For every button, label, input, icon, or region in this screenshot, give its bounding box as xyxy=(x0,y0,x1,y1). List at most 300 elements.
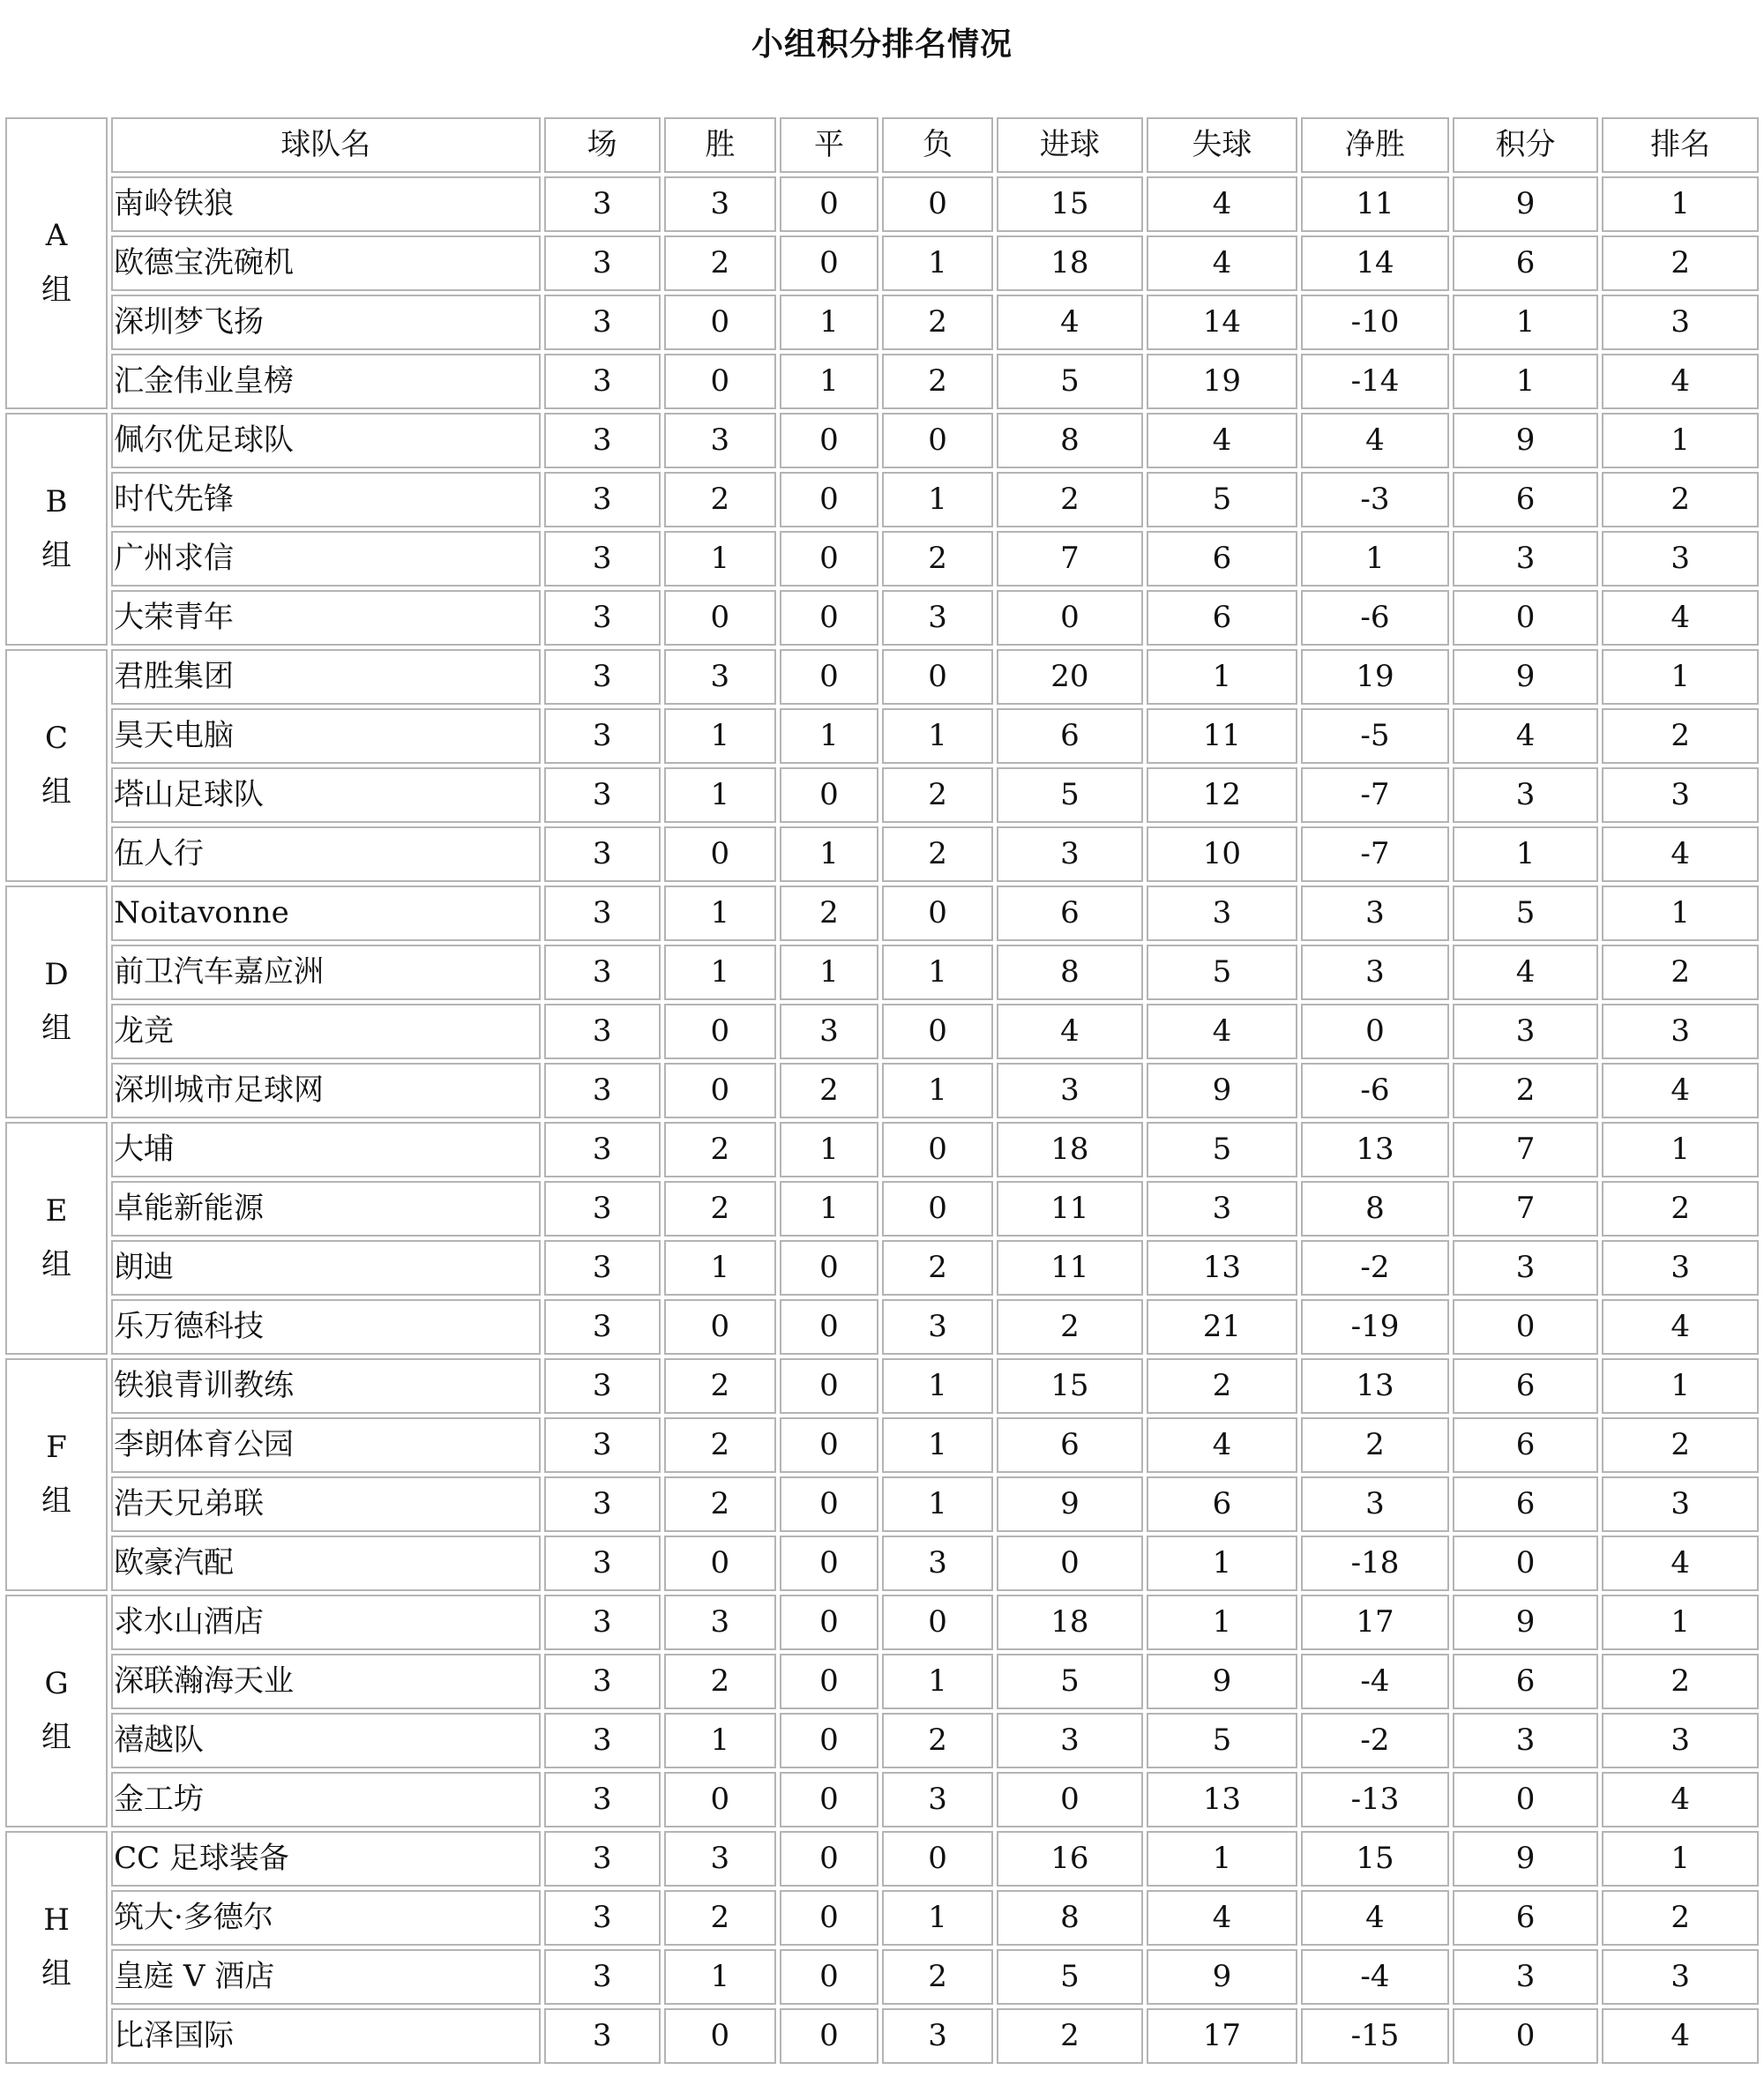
won-cell: 2 xyxy=(664,1358,776,1414)
header-cell-goals-against: 失球 xyxy=(1147,117,1298,173)
goals-against-cell: 12 xyxy=(1147,767,1298,823)
goals-against-cell: 4 xyxy=(1147,1417,1298,1473)
table-row xyxy=(5,1181,1759,1237)
played-cell: 3 xyxy=(544,826,661,882)
table-body xyxy=(5,117,1759,2064)
rank-cell: 2 xyxy=(1602,945,1759,1000)
goals-against-cell: 3 xyxy=(1147,1181,1298,1237)
played-cell: 3 xyxy=(544,1122,661,1177)
drawn-cell: 0 xyxy=(780,1713,878,1768)
goals-against-cell: 14 xyxy=(1147,295,1298,350)
lost-cell: 2 xyxy=(882,354,993,409)
table-row xyxy=(5,649,1759,705)
played-cell: 3 xyxy=(544,1595,661,1650)
goal-difference-cell: 17 xyxy=(1301,1595,1449,1650)
points-cell: 3 xyxy=(1453,1713,1599,1768)
goals-for-cell: 11 xyxy=(997,1181,1143,1237)
rank-cell: 2 xyxy=(1602,235,1759,291)
group-label xyxy=(5,117,108,409)
goal-difference-cell: 4 xyxy=(1301,413,1449,468)
points-cell: 6 xyxy=(1453,235,1599,291)
team-name-cell: 皇庭 V 酒店 xyxy=(111,1949,540,2005)
lost-cell: 1 xyxy=(882,1654,993,1709)
table-row xyxy=(5,531,1759,587)
table-row xyxy=(5,1240,1759,1296)
goals-for-cell: 2 xyxy=(997,2008,1143,2064)
won-cell: 2 xyxy=(664,472,776,527)
won-cell: 0 xyxy=(664,826,776,882)
goals-for-cell: 15 xyxy=(997,1358,1143,1414)
team-name-cell: 铁狼青训教练 xyxy=(111,1358,540,1414)
drawn-cell: 0 xyxy=(780,1949,878,2005)
won-cell: 2 xyxy=(664,1476,776,1532)
team-name-cell: 君胜集团 xyxy=(111,649,540,705)
table-row xyxy=(5,767,1759,823)
group-suffix: 组 xyxy=(41,1956,72,1992)
rank-cell: 4 xyxy=(1602,354,1759,409)
table-row xyxy=(5,1949,1759,2005)
won-cell: 0 xyxy=(664,590,776,646)
table-row xyxy=(5,1299,1759,1355)
goals-for-cell: 3 xyxy=(997,826,1143,882)
lost-cell: 3 xyxy=(882,1536,993,1591)
won-cell: 0 xyxy=(664,1536,776,1591)
team-name-cell: 朗迪 xyxy=(111,1240,540,1296)
points-cell: 3 xyxy=(1453,1004,1599,1059)
points-cell: 9 xyxy=(1453,413,1599,468)
header-cell-team: 球队名 xyxy=(111,117,540,173)
team-name-cell: 金工坊 xyxy=(111,1772,540,1827)
group-label xyxy=(5,413,108,646)
group-letter: D xyxy=(44,956,69,992)
table-row xyxy=(5,1004,1759,1059)
played-cell: 3 xyxy=(544,590,661,646)
team-name-cell: 欧德宝洗碗机 xyxy=(111,235,540,291)
header-cell-lost: 负 xyxy=(882,117,993,173)
won-cell: 1 xyxy=(664,1240,776,1296)
goal-difference-cell: 0 xyxy=(1301,1004,1449,1059)
goal-difference-cell: -19 xyxy=(1301,1299,1449,1355)
drawn-cell: 0 xyxy=(780,590,878,646)
drawn-cell: 0 xyxy=(780,1299,878,1355)
rank-cell: 3 xyxy=(1602,1240,1759,1296)
team-name-cell: 乐万德科技 xyxy=(111,1299,540,1355)
goal-difference-cell: 2 xyxy=(1301,1417,1449,1473)
points-cell: 0 xyxy=(1453,590,1599,646)
goal-difference-cell: 8 xyxy=(1301,1181,1449,1237)
lost-cell: 2 xyxy=(882,1713,993,1768)
team-name-cell: 佩尔优足球队 xyxy=(111,413,540,468)
goals-for-cell: 18 xyxy=(997,1122,1143,1177)
points-cell: 1 xyxy=(1453,826,1599,882)
team-name-cell: 伍人行 xyxy=(111,826,540,882)
drawn-cell: 0 xyxy=(780,1831,878,1887)
team-name-cell: Noitavonne xyxy=(111,886,540,941)
rank-cell: 4 xyxy=(1602,2008,1759,2064)
played-cell: 3 xyxy=(544,472,661,527)
played-cell: 3 xyxy=(544,1949,661,2005)
won-cell: 1 xyxy=(664,531,776,587)
goal-difference-cell: -15 xyxy=(1301,2008,1449,2064)
played-cell: 3 xyxy=(544,945,661,1000)
drawn-cell: 0 xyxy=(780,1890,878,1946)
rank-cell: 1 xyxy=(1602,1831,1759,1887)
goal-difference-cell: -7 xyxy=(1301,826,1449,882)
team-name-cell: 深圳梦飞扬 xyxy=(111,295,540,350)
won-cell: 2 xyxy=(664,1890,776,1946)
rank-cell: 4 xyxy=(1602,826,1759,882)
lost-cell: 1 xyxy=(882,1358,993,1414)
won-cell: 2 xyxy=(664,1122,776,1177)
points-cell: 6 xyxy=(1453,1417,1599,1473)
goal-difference-cell: -3 xyxy=(1301,472,1449,527)
team-name-cell: 欧豪汽配 xyxy=(111,1536,540,1591)
rank-cell: 3 xyxy=(1602,1949,1759,2005)
lost-cell: 2 xyxy=(882,1240,993,1296)
won-cell: 3 xyxy=(664,649,776,705)
header-cell-played: 场 xyxy=(544,117,661,173)
lost-cell: 1 xyxy=(882,708,993,764)
goal-difference-cell: 1 xyxy=(1301,531,1449,587)
rank-cell: 1 xyxy=(1602,1595,1759,1650)
points-cell: 1 xyxy=(1453,295,1599,350)
played-cell: 3 xyxy=(544,708,661,764)
won-cell: 2 xyxy=(664,1417,776,1473)
drawn-cell: 1 xyxy=(780,826,878,882)
points-cell: 4 xyxy=(1453,945,1599,1000)
drawn-cell: 1 xyxy=(780,354,878,409)
goal-difference-cell: 4 xyxy=(1301,1890,1449,1946)
won-cell: 3 xyxy=(664,1595,776,1650)
goals-against-cell: 13 xyxy=(1147,1240,1298,1296)
group-suffix: 组 xyxy=(41,538,72,573)
goal-difference-cell: -10 xyxy=(1301,295,1449,350)
goals-for-cell: 2 xyxy=(997,1299,1143,1355)
group-suffix: 组 xyxy=(41,1483,72,1519)
goals-for-cell: 5 xyxy=(997,1654,1143,1709)
team-name-cell: 深圳城市足球网 xyxy=(111,1063,540,1118)
lost-cell: 0 xyxy=(882,1831,993,1887)
table-row xyxy=(5,590,1759,646)
lost-cell: 0 xyxy=(882,1004,993,1059)
lost-cell: 1 xyxy=(882,472,993,527)
lost-cell: 1 xyxy=(882,1417,993,1473)
goal-difference-cell: -13 xyxy=(1301,1772,1449,1827)
goal-difference-cell: -2 xyxy=(1301,1240,1449,1296)
played-cell: 3 xyxy=(544,1476,661,1532)
goals-against-cell: 4 xyxy=(1147,413,1298,468)
goal-difference-cell: 15 xyxy=(1301,1831,1449,1887)
drawn-cell: 3 xyxy=(780,1004,878,1059)
played-cell: 3 xyxy=(544,1772,661,1827)
points-cell: 3 xyxy=(1453,1949,1599,2005)
goals-against-cell: 1 xyxy=(1147,1536,1298,1591)
points-cell: 5 xyxy=(1453,886,1599,941)
drawn-cell: 0 xyxy=(780,472,878,527)
points-cell: 0 xyxy=(1453,1299,1599,1355)
team-name-cell: 塔山足球队 xyxy=(111,767,540,823)
goals-for-cell: 8 xyxy=(997,413,1143,468)
team-name-cell: 汇金伟业皇榜 xyxy=(111,354,540,409)
goal-difference-cell: 3 xyxy=(1301,1476,1449,1532)
group-letter: H xyxy=(43,1902,70,1938)
group-label xyxy=(5,886,108,1118)
group-suffix: 组 xyxy=(41,1247,72,1282)
drawn-cell: 0 xyxy=(780,1476,878,1532)
table-row xyxy=(5,1595,1759,1650)
group-label xyxy=(5,1122,108,1355)
group-label xyxy=(5,1595,108,1827)
drawn-cell: 0 xyxy=(780,2008,878,2064)
rank-cell: 4 xyxy=(1602,1063,1759,1118)
rank-cell: 3 xyxy=(1602,1713,1759,1768)
lost-cell: 1 xyxy=(882,945,993,1000)
goal-difference-cell: -2 xyxy=(1301,1713,1449,1768)
rank-cell: 1 xyxy=(1602,649,1759,705)
drawn-cell: 1 xyxy=(780,945,878,1000)
team-name-cell: 龙竞 xyxy=(111,1004,540,1059)
won-cell: 0 xyxy=(664,1299,776,1355)
points-cell: 6 xyxy=(1453,1476,1599,1532)
points-cell: 9 xyxy=(1453,176,1599,232)
goals-for-cell: 18 xyxy=(997,235,1143,291)
drawn-cell: 1 xyxy=(780,1181,878,1237)
header-cell-drawn: 平 xyxy=(780,117,878,173)
goals-against-cell: 4 xyxy=(1147,176,1298,232)
drawn-cell: 1 xyxy=(780,708,878,764)
points-cell: 9 xyxy=(1453,1831,1599,1887)
goal-difference-cell: -14 xyxy=(1301,354,1449,409)
won-cell: 2 xyxy=(664,1181,776,1237)
header-row xyxy=(5,117,1759,173)
goal-difference-cell: -6 xyxy=(1301,590,1449,646)
goals-against-cell: 10 xyxy=(1147,826,1298,882)
goals-for-cell: 2 xyxy=(997,472,1143,527)
points-cell: 0 xyxy=(1453,1772,1599,1827)
goals-for-cell: 0 xyxy=(997,590,1143,646)
drawn-cell: 0 xyxy=(780,649,878,705)
table-row xyxy=(5,945,1759,1000)
team-name-cell: 求水山酒店 xyxy=(111,1595,540,1650)
table-row xyxy=(5,1358,1759,1414)
lost-cell: 0 xyxy=(882,176,993,232)
drawn-cell: 0 xyxy=(780,1595,878,1650)
goals-against-cell: 1 xyxy=(1147,649,1298,705)
goals-for-cell: 4 xyxy=(997,295,1143,350)
team-name-cell: 昊天电脑 xyxy=(111,708,540,764)
table-row xyxy=(5,472,1759,527)
group-suffix: 组 xyxy=(41,1720,72,1755)
goal-difference-cell: 13 xyxy=(1301,1122,1449,1177)
drawn-cell: 0 xyxy=(780,1358,878,1414)
drawn-cell: 0 xyxy=(780,1772,878,1827)
goals-against-cell: 6 xyxy=(1147,531,1298,587)
played-cell: 3 xyxy=(544,1654,661,1709)
goals-against-cell: 3 xyxy=(1147,886,1298,941)
goals-against-cell: 11 xyxy=(1147,708,1298,764)
lost-cell: 2 xyxy=(882,767,993,823)
goal-difference-cell: -7 xyxy=(1301,767,1449,823)
lost-cell: 3 xyxy=(882,1772,993,1827)
goals-against-cell: 9 xyxy=(1147,1654,1298,1709)
rank-cell: 2 xyxy=(1602,1417,1759,1473)
lost-cell: 2 xyxy=(882,826,993,882)
goal-difference-cell: -5 xyxy=(1301,708,1449,764)
points-cell: 3 xyxy=(1453,531,1599,587)
goal-difference-cell: 11 xyxy=(1301,176,1449,232)
played-cell: 3 xyxy=(544,354,661,409)
drawn-cell: 0 xyxy=(780,413,878,468)
drawn-cell: 0 xyxy=(780,767,878,823)
goal-difference-cell: 19 xyxy=(1301,649,1449,705)
team-name-cell: 禧越队 xyxy=(111,1713,540,1768)
won-cell: 3 xyxy=(664,176,776,232)
team-name-cell: 时代先锋 xyxy=(111,472,540,527)
goals-against-cell: 2 xyxy=(1147,1358,1298,1414)
goals-against-cell: 13 xyxy=(1147,1772,1298,1827)
goals-against-cell: 21 xyxy=(1147,1299,1298,1355)
drawn-cell: 1 xyxy=(780,1122,878,1177)
standings-table xyxy=(2,114,1762,2067)
group-label xyxy=(5,1358,108,1591)
won-cell: 1 xyxy=(664,708,776,764)
played-cell: 3 xyxy=(544,1831,661,1887)
rank-cell: 2 xyxy=(1602,708,1759,764)
lost-cell: 2 xyxy=(882,531,993,587)
won-cell: 0 xyxy=(664,1063,776,1118)
played-cell: 3 xyxy=(544,1181,661,1237)
played-cell: 3 xyxy=(544,1536,661,1591)
rank-cell: 3 xyxy=(1602,531,1759,587)
table-row xyxy=(5,235,1759,291)
drawn-cell: 0 xyxy=(780,1240,878,1296)
goals-for-cell: 4 xyxy=(997,1004,1143,1059)
lost-cell: 3 xyxy=(882,2008,993,2064)
table-row xyxy=(5,1536,1759,1591)
lost-cell: 0 xyxy=(882,1122,993,1177)
goals-against-cell: 17 xyxy=(1147,2008,1298,2064)
points-cell: 4 xyxy=(1453,708,1599,764)
header-cell-points: 积分 xyxy=(1453,117,1599,173)
goals-against-cell: 6 xyxy=(1147,590,1298,646)
goal-difference-cell: 14 xyxy=(1301,235,1449,291)
group-label xyxy=(5,1831,108,2064)
table-row xyxy=(5,1417,1759,1473)
table-row xyxy=(5,1122,1759,1177)
goals-for-cell: 0 xyxy=(997,1772,1143,1827)
won-cell: 1 xyxy=(664,767,776,823)
played-cell: 3 xyxy=(544,1240,661,1296)
points-cell: 3 xyxy=(1453,1240,1599,1296)
table-row xyxy=(5,1063,1759,1118)
rank-cell: 4 xyxy=(1602,1772,1759,1827)
points-cell: 9 xyxy=(1453,1595,1599,1650)
played-cell: 3 xyxy=(544,413,661,468)
group-letter: E xyxy=(45,1192,68,1229)
won-cell: 0 xyxy=(664,295,776,350)
won-cell: 0 xyxy=(664,354,776,409)
drawn-cell: 0 xyxy=(780,235,878,291)
goals-for-cell: 18 xyxy=(997,1595,1143,1650)
points-cell: 0 xyxy=(1453,2008,1599,2064)
lost-cell: 0 xyxy=(882,413,993,468)
drawn-cell: 0 xyxy=(780,1536,878,1591)
won-cell: 0 xyxy=(664,1004,776,1059)
goals-against-cell: 4 xyxy=(1147,235,1298,291)
goals-for-cell: 8 xyxy=(997,1890,1143,1946)
rank-cell: 1 xyxy=(1602,1358,1759,1414)
rank-cell: 2 xyxy=(1602,472,1759,527)
won-cell: 3 xyxy=(664,1831,776,1887)
table-row xyxy=(5,1713,1759,1768)
goal-difference-cell: 3 xyxy=(1301,945,1449,1000)
played-cell: 3 xyxy=(544,1417,661,1473)
won-cell: 1 xyxy=(664,1949,776,2005)
rank-cell: 4 xyxy=(1602,1536,1759,1591)
goals-for-cell: 3 xyxy=(997,1713,1143,1768)
team-name-cell: 浩天兄弟联 xyxy=(111,1476,540,1532)
played-cell: 3 xyxy=(544,531,661,587)
lost-cell: 0 xyxy=(882,1181,993,1237)
goals-for-cell: 15 xyxy=(997,176,1143,232)
team-name-cell: 比泽国际 xyxy=(111,2008,540,2064)
header-cell-rank: 排名 xyxy=(1602,117,1759,173)
goal-difference-cell: -6 xyxy=(1301,1063,1449,1118)
table-row xyxy=(5,1831,1759,1887)
team-name-cell: 卓能新能源 xyxy=(111,1181,540,1237)
rank-cell: 1 xyxy=(1602,413,1759,468)
goals-for-cell: 6 xyxy=(997,1417,1143,1473)
rank-cell: 3 xyxy=(1602,1004,1759,1059)
drawn-cell: 0 xyxy=(780,176,878,232)
goals-against-cell: 4 xyxy=(1147,1004,1298,1059)
lost-cell: 2 xyxy=(882,295,993,350)
lost-cell: 1 xyxy=(882,1476,993,1532)
team-name-cell: 前卫汽车嘉应洲 xyxy=(111,945,540,1000)
goals-for-cell: 5 xyxy=(997,1949,1143,2005)
goals-for-cell: 5 xyxy=(997,767,1143,823)
goals-against-cell: 9 xyxy=(1147,1949,1298,2005)
rank-cell: 1 xyxy=(1602,176,1759,232)
goals-for-cell: 6 xyxy=(997,708,1143,764)
won-cell: 0 xyxy=(664,1772,776,1827)
drawn-cell: 1 xyxy=(780,295,878,350)
goals-for-cell: 0 xyxy=(997,1536,1143,1591)
team-name-cell: 李朗体育公园 xyxy=(111,1417,540,1473)
table-row xyxy=(5,708,1759,764)
played-cell: 3 xyxy=(544,1004,661,1059)
goals-for-cell: 11 xyxy=(997,1240,1143,1296)
rank-cell: 2 xyxy=(1602,1654,1759,1709)
points-cell: 0 xyxy=(1453,1536,1599,1591)
played-cell: 3 xyxy=(544,1063,661,1118)
lost-cell: 2 xyxy=(882,1949,993,2005)
group-letter: F xyxy=(46,1429,67,1465)
goals-against-cell: 5 xyxy=(1147,1122,1298,1177)
group-letter: B xyxy=(45,483,68,519)
goals-against-cell: 4 xyxy=(1147,1890,1298,1946)
table-row xyxy=(5,826,1759,882)
points-cell: 2 xyxy=(1453,1063,1599,1118)
points-cell: 1 xyxy=(1453,354,1599,409)
won-cell: 0 xyxy=(664,2008,776,2064)
team-name-cell: CC 足球装备 xyxy=(111,1831,540,1887)
points-cell: 3 xyxy=(1453,767,1599,823)
lost-cell: 0 xyxy=(882,1595,993,1650)
points-cell: 7 xyxy=(1453,1181,1599,1237)
table-row xyxy=(5,295,1759,350)
won-cell: 2 xyxy=(664,1654,776,1709)
